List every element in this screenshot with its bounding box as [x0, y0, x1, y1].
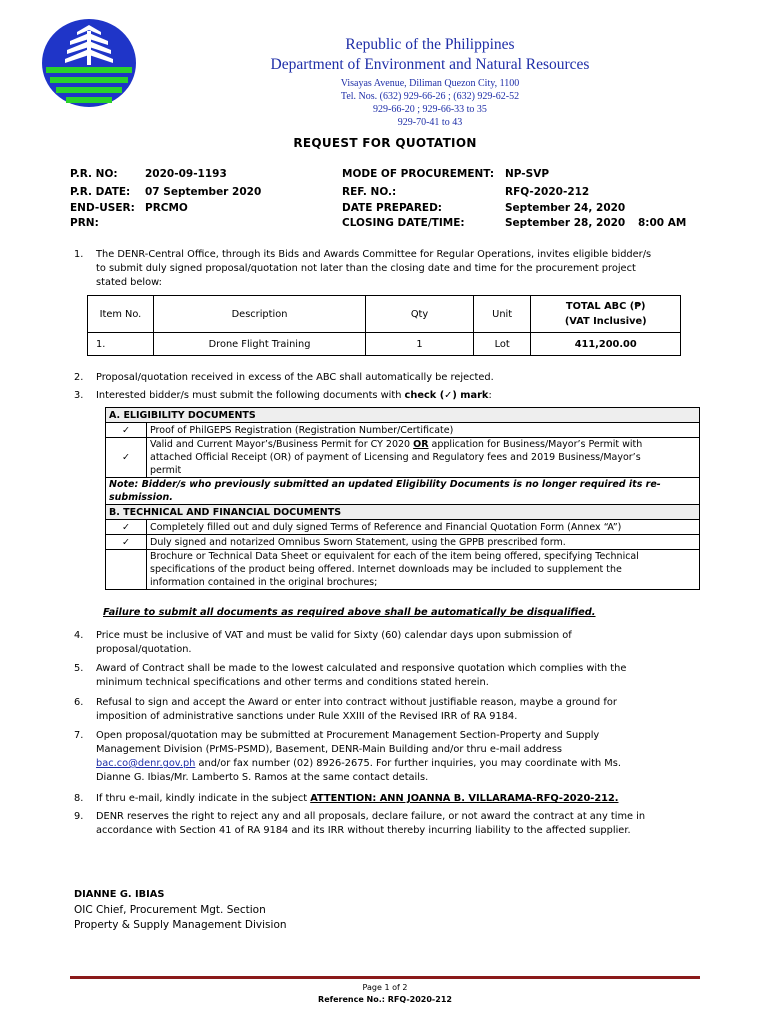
- closing-date-value: September 28, 2020: [505, 217, 626, 229]
- table-row: [106, 438, 700, 478]
- para-9-line: DENR reserves the right to reject any and all proposals, declare failure, or not award the contract at any time in: [96, 811, 646, 822]
- check-mark-icon: ✓: [106, 535, 147, 550]
- signatory-title-1: OIC Chief, Procurement Mgt. Section: [74, 904, 266, 916]
- total-abc-label: TOTAL ABC (₱): [565, 301, 646, 312]
- para-3-text: [96, 389, 492, 403]
- col-item-no: Item No.: [88, 296, 154, 333]
- para-9-line: accordance with Section 41 of RA 9184 and its IRR without thereby incurring liability to the affected supplier.: [96, 825, 631, 836]
- documents-table: [105, 407, 700, 590]
- abc-table-header: [88, 296, 681, 333]
- para-7-number: 7.: [74, 730, 84, 741]
- para-6-text: [96, 696, 617, 724]
- end-user-label: END-USER:: [70, 202, 135, 214]
- closing-label: CLOSING DATE/TIME:: [342, 217, 465, 229]
- check-mark-empty: [106, 550, 147, 590]
- cell-unit: Lot: [473, 333, 531, 356]
- end-user-value: PRCMO: [145, 202, 188, 214]
- doc-brochure-line: specifications of the product being offered. Internet downloads may be included to supplement the: [150, 564, 622, 575]
- header-address-1: Visayas Avenue, Diliman Quezon City, 1100: [340, 78, 520, 89]
- para-1-line: The DENR-Central Office, through its Bids and Awards Committee for Regular Operations, invites eligible bidder/s: [96, 249, 652, 260]
- para-4-line: proposal/quotation.: [96, 644, 192, 655]
- para-5-number: 5.: [74, 663, 84, 674]
- para-1-text: [96, 248, 651, 290]
- header-address-3: 929-66-20 ; 929-66-33 to 35: [373, 104, 487, 115]
- footer-page: Page 1 of 2: [362, 983, 408, 992]
- signatory-title-2: Property & Supply Management Division: [74, 919, 287, 931]
- para-7-fax: and/or fax number (02) 8926-2675. For further inquiries, you may coordinate with Ms.: [195, 758, 621, 769]
- table-row: [106, 550, 700, 590]
- para-8-number: 8.: [74, 793, 84, 804]
- col-qty: Qty: [366, 296, 474, 333]
- para-5-line: minimum technical specifications and other terms and conditions stated herein.: [96, 677, 489, 688]
- para-4-line: Price must be inclusive of VAT and must be valid for Sixty (60) calendar days upon submission of: [96, 630, 572, 641]
- para-5-line: Award of Contract shall be made to the lowest calculated and responsive quotation which complies with the: [96, 663, 627, 674]
- para-6-number: 6.: [74, 697, 84, 708]
- closing-time-value: 8:00 AM: [638, 217, 687, 229]
- signatory-name: DIANNE G. IBIAS: [74, 889, 165, 900]
- header-department: Department of Environment and Natural Resources: [270, 56, 590, 73]
- table-row: [106, 535, 700, 550]
- mode-value: NP-SVP: [505, 168, 550, 180]
- doc-terms-of-reference: Completely filled out and duly signed Terms of Reference and Financial Quotation Form (Annex “A”): [147, 520, 700, 535]
- note-line: submission.: [109, 492, 173, 503]
- para-3-colon: :: [488, 390, 492, 401]
- technical-financial-heading: B. TECHNICAL AND FINANCIAL DOCUMENTS: [106, 505, 700, 520]
- col-total-abc: [531, 296, 681, 333]
- col-unit: Unit: [473, 296, 531, 333]
- note-row: [106, 478, 700, 505]
- doc-mayors-permit-part: Valid and Current Mayor’s/Business Permit for CY 2020: [150, 439, 414, 450]
- ref-label: REF. NO.:: [342, 186, 397, 198]
- para-1-line: to submit duly signed proposal/quotation not later than the closing date and time for the procurement project: [96, 263, 636, 274]
- header-address-2: Tel. Nos. (632) 929-66-26 ; (632) 929-62-52: [340, 91, 520, 102]
- footer-reference: Reference No.: RFQ-2020-212: [318, 995, 452, 1004]
- or-emphasis: OR: [413, 439, 429, 450]
- section-a-row: [106, 408, 700, 423]
- doc-omnibus-statement: Duly signed and notarized Omnibus Sworn Statement, using the GPPB prescribed form.: [147, 535, 700, 550]
- date-prepared-label: DATE PREPARED:: [342, 202, 443, 214]
- para-9-text: [96, 810, 645, 838]
- cell-description: Drone Flight Training: [153, 333, 365, 356]
- para-7-line: Dianne G. Ibias/Mr. Lamberto S. Ramos at the same contact details.: [96, 772, 429, 783]
- check-mark-icon: ✓: [106, 423, 147, 438]
- table-row: [106, 520, 700, 535]
- para-4-number: 4.: [74, 630, 84, 641]
- para-4-text: [96, 629, 572, 657]
- check-mark-icon: ✓: [106, 438, 147, 478]
- doc-mayors-permit-line: permit: [150, 465, 182, 476]
- para-8-main: If thru e-mail, kindly indicate in the subject: [96, 793, 311, 804]
- table-row: [88, 333, 681, 356]
- section-b-row: [106, 505, 700, 520]
- note-line: Note: Bidder/s who previously submitted an updated Eligibility Documents is no longer required its re-: [109, 479, 661, 490]
- table-row: [106, 423, 700, 438]
- email-link[interactable]: bac.co@denr.gov.ph: [96, 758, 196, 769]
- col-description: Description: [153, 296, 365, 333]
- cell-item-no: 1.: [88, 333, 154, 356]
- document-title: REQUEST FOR QUOTATION: [293, 136, 477, 150]
- cell-total-abc: 411,200.00: [531, 333, 681, 356]
- para-3-main: Interested bidder/s must submit the following documents with: [96, 390, 405, 401]
- doc-brochure-line: Brochure or Technical Data Sheet or equivalent for each of the item being offered, specifying Technical: [150, 551, 639, 562]
- header-address-4: 929-70-41 to 43: [397, 117, 463, 128]
- date-prepared-value: September 24, 2020: [505, 202, 626, 214]
- para-6-line: imposition of administrative sanctions under Rule XXIII of the Revised IRR of RA 9184.: [96, 711, 518, 722]
- para-7-text: [96, 729, 621, 785]
- para-1-number: 1.: [74, 249, 84, 260]
- doc-mayors-permit-line: attached Official Receipt (OR) of payment of Licensing and Regulatory fees and 2019 Business/Mayor’s: [150, 452, 641, 463]
- para-8-text: [96, 792, 619, 806]
- footer-divider: [70, 976, 700, 979]
- vat-inclusive-label: (VAT Inclusive): [564, 316, 647, 327]
- para-7-line: Management Division (PrMS-PSMD), Basement, DENR-Main Building and/or thru e-mail address: [96, 744, 563, 755]
- cell-qty: 1: [366, 333, 474, 356]
- prn-label: PRN:: [70, 217, 99, 229]
- email-subject: ATTENTION: ANN JOANNA B. VILLARAMA-RFQ-2020-212.: [310, 793, 619, 804]
- doc-mayors-permit: [147, 438, 700, 478]
- pr-date-label: P.R. DATE:: [70, 186, 131, 198]
- para-9-number: 9.: [74, 811, 84, 822]
- doc-brochure-line: information contained in the original brochures;: [150, 577, 378, 588]
- eligibility-note: [106, 478, 700, 505]
- abc-table: [87, 295, 681, 356]
- doc-philgeps: Proof of PhilGEPS Registration (Registration Number/Certificate): [147, 423, 700, 438]
- pr-date-value: 07 September 2020: [145, 186, 262, 198]
- check-mark-instruction: check (✓) mark: [404, 390, 489, 401]
- doc-mayors-permit-part: application for Business/Mayor’s Permit with: [428, 439, 643, 450]
- pr-no-label: P.R. NO:: [70, 168, 118, 180]
- para-5-text: [96, 662, 626, 690]
- header-republic: Republic of the Philippines: [345, 36, 515, 53]
- eligibility-documents-heading: A. ELIGIBILITY DOCUMENTS: [106, 408, 700, 423]
- para-6-line: Refusal to sign and accept the Award or enter into contract without justifiable reason, maybe a ground for: [96, 697, 617, 708]
- check-mark-icon: ✓: [106, 520, 147, 535]
- para-3-number: 3.: [74, 390, 84, 401]
- para-1-line: stated below:: [96, 277, 162, 288]
- ref-value: RFQ-2020-212: [505, 186, 590, 198]
- para-2-text: Proposal/quotation received in excess of the ABC shall automatically be rejected.: [96, 372, 494, 383]
- para-7-line: Open proposal/quotation may be submitted at Procurement Management Section-Property and Supply: [96, 730, 600, 741]
- mode-label: MODE OF PROCUREMENT:: [342, 168, 495, 180]
- doc-brochure: [147, 550, 700, 590]
- failure-warning: Failure to submit all documents as required above shall be automatically be disqualified.: [103, 607, 596, 618]
- pr-no-value: 2020-09-1193: [145, 168, 227, 180]
- para-2-number: 2.: [74, 372, 84, 383]
